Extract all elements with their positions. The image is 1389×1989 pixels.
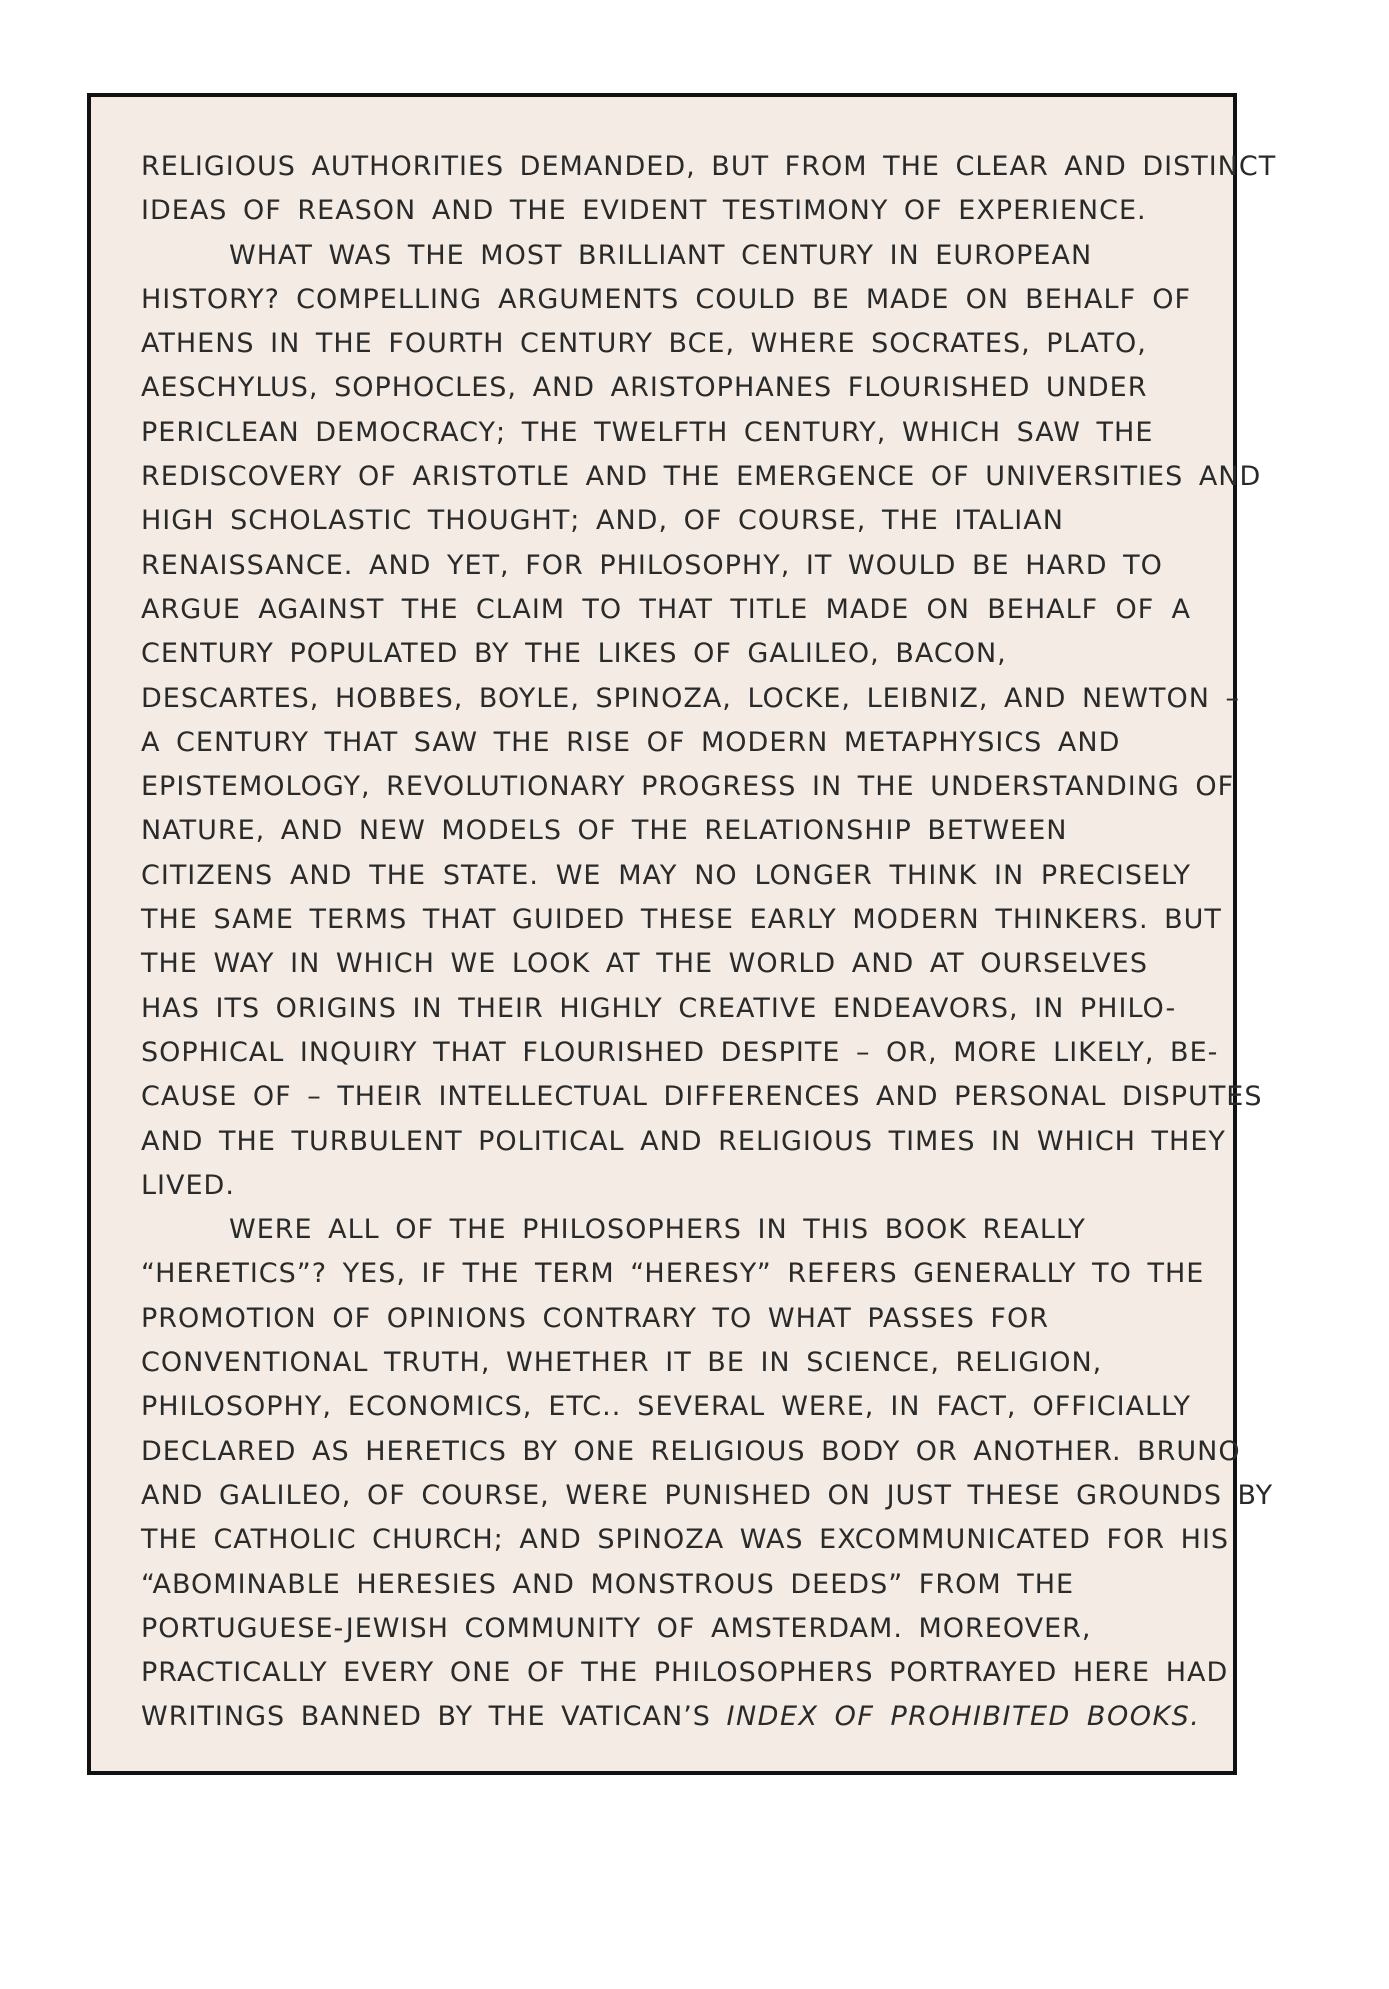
text-segment: ARGUE AGAINST THE CLAIM TO THAT TITLE MADE ON BEHALF OF A: [141, 593, 1191, 625]
text-segment: DESCARTES, HOBBES, BOYLE, SPINOZA, LOCKE, LEIBNIZ, AND NEWTON –: [141, 682, 1241, 714]
text-line: [141, 721, 1191, 765]
text-panel: [87, 93, 1277, 1775]
text-line: [141, 942, 1191, 986]
text-line: [141, 278, 1191, 322]
book-title-italic: INDEX OF PROHIBITED BOOKS.: [726, 1701, 1201, 1733]
text-line: [141, 765, 1235, 809]
text-line: [141, 499, 1191, 543]
text-segment: LIVED.: [141, 1169, 235, 1201]
text-segment: “ABOMINABLE HERESIES AND MONSTROUS DEEDS” FROM THE: [141, 1568, 1075, 1600]
text-segment: HAS ITS ORIGINS IN THEIR HIGHLY CREATIVE ENDEAVORS, IN PHILO-: [141, 992, 1177, 1024]
text-line: [141, 854, 1191, 898]
text-segment: PROMOTION OF OPINIONS CONTRARY TO WHAT PASSES FOR: [141, 1302, 1049, 1334]
body-text: [141, 145, 1277, 1740]
text-segment: THE CATHOLIC CHURCH; AND SPINOZA WAS EXCOMMUNICATED FOR HIS: [141, 1524, 1230, 1556]
text-line: [141, 1474, 1274, 1518]
text-segment: RENAISSANCE. AND YET, FOR PHILOSOPHY, IT WOULD BE HARD TO: [141, 549, 1163, 581]
text-segment: CAUSE OF – THEIR INTELLECTUAL DIFFERENCES AND PERSONAL DISPUTES: [141, 1081, 1263, 1113]
text-segment: REDISCOVERY OF ARISTOTLE AND THE EMERGENCE OF UNIVERSITIES AND: [141, 461, 1262, 493]
text-line: [141, 411, 1191, 455]
text-segment: RELIGIOUS AUTHORITIES DEMANDED, BUT FROM THE CLEAR AND DISTINCT: [141, 151, 1277, 182]
text-segment: HISTORY? COMPELLING ARGUMENTS COULD BE MADE ON BEHALF OF: [141, 283, 1191, 315]
text-line: [141, 1297, 1191, 1341]
text-segment: CENTURY POPULATED BY THE LIKES OF GALILEO, BACON,: [141, 638, 1007, 670]
text-segment: WRITINGS BANNED BY THE VATICAN’S: [141, 1701, 727, 1733]
text-segment: PERICLEAN DEMOCRACY; THE TWELFTH CENTURY, WHICH SAW THE: [141, 416, 1154, 448]
text-segment: PHILOSOPHY, ECONOMICS, ETC.. SEVERAL WERE, IN FACT, OFFICIALLY: [141, 1391, 1191, 1423]
text-line: [141, 1385, 1191, 1429]
text-line: [141, 455, 1262, 499]
text-segment: AESCHYLUS, SOPHOCLES, AND ARISTOPHANES FLOURISHED UNDER: [141, 372, 1148, 404]
text-line: [141, 366, 1191, 410]
text-segment: SOPHICAL INQUIRY THAT FLOURISHED DESPITE – OR, MORE LIKELY, BE-: [141, 1036, 1219, 1068]
text-line: [141, 677, 1241, 721]
text-line: [141, 987, 1191, 1031]
text-line: [141, 145, 1277, 189]
text-line: [141, 234, 1191, 278]
text-segment: AND GALILEO, OF COURSE, WERE PUNISHED ON JUST THESE GROUNDS BY: [141, 1479, 1274, 1511]
text-line: [141, 1695, 1201, 1739]
text-segment: “HERETICS”? YES, IF THE TERM “HERESY” REFERS GENERALLY TO THE: [141, 1258, 1205, 1290]
text-line: [141, 322, 1191, 366]
text-segment: WERE ALL OF THE PHILOSOPHERS IN THIS BOOK REALLY: [229, 1214, 1086, 1246]
text-line: [141, 1518, 1230, 1562]
text-segment: PORTUGUESE-JEWISH COMMUNITY OF AMSTERDAM. MOREOVER,: [141, 1612, 1092, 1644]
text-line: [141, 809, 1191, 853]
text-segment: CONVENTIONAL TRUTH, WHETHER IT BE IN SCIENCE, RELIGION,: [141, 1347, 1103, 1379]
text-segment: NATURE, AND NEW MODELS OF THE RELATIONSHIP BETWEEN: [141, 815, 1068, 847]
text-line: [141, 1164, 1191, 1208]
text-line: [141, 632, 1191, 676]
text-segment: ATHENS IN THE FOURTH CENTURY BCE, WHERE SOCRATES, PLATO,: [141, 328, 1147, 360]
text-segment: IDEAS OF REASON AND THE EVIDENT TESTIMONY OF EXPERIENCE.: [141, 195, 1147, 227]
text-line: [141, 189, 1191, 233]
text-segment: A CENTURY THAT SAW THE RISE OF MODERN METAPHYSICS AND: [141, 726, 1121, 758]
text-line: [141, 1607, 1191, 1651]
text-segment: THE SAME TERMS THAT GUIDED THESE EARLY MODERN THINKERS. BUT: [141, 904, 1222, 936]
text-segment: PRACTICALLY EVERY ONE OF THE PHILOSOPHERS PORTRAYED HERE HAD: [141, 1657, 1229, 1689]
text-line: [141, 1252, 1205, 1296]
text-line: [141, 1031, 1219, 1075]
text-segment: HIGH SCHOLASTIC THOUGHT; AND, OF COURSE, THE ITALIAN: [141, 505, 1064, 537]
text-segment: DECLARED AS HERETICS BY ONE RELIGIOUS BODY OR ANOTHER. BRUNO: [141, 1435, 1241, 1467]
text-line: [141, 1341, 1191, 1385]
text-segment: AND THE TURBULENT POLITICAL AND RELIGIOUS TIMES IN WHICH THEY: [141, 1125, 1226, 1157]
text-line: [141, 1208, 1191, 1252]
text-line: [141, 1120, 1226, 1164]
text-line: [141, 588, 1191, 632]
text-line: [141, 1430, 1241, 1474]
text-line: [141, 1651, 1229, 1695]
text-line: [141, 1075, 1263, 1119]
text-segment: CITIZENS AND THE STATE. WE MAY NO LONGER THINK IN PRECISELY: [141, 859, 1191, 891]
text-segment: WHAT WAS THE MOST BRILLIANT CENTURY IN EUROPEAN: [229, 239, 1093, 271]
text-segment: EPISTEMOLOGY, REVOLUTIONARY PROGRESS IN THE UNDERSTANDING OF: [141, 771, 1235, 803]
text-line: [141, 898, 1222, 942]
text-line: [141, 1563, 1191, 1607]
text-segment: THE WAY IN WHICH WE LOOK AT THE WORLD AND AT OURSELVES: [141, 948, 1148, 980]
text-line: [141, 544, 1191, 588]
